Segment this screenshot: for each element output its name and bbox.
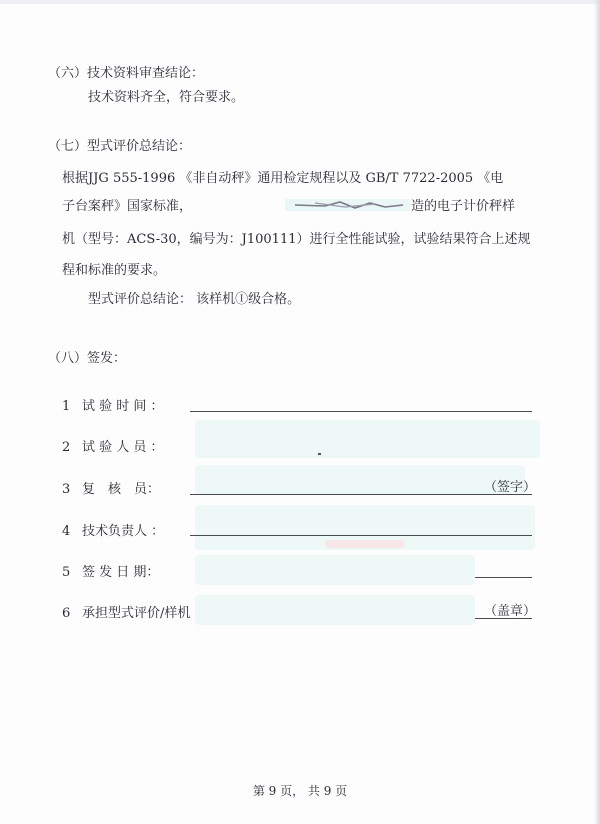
scan-edge-top — [0, 0, 600, 4]
sign-row-4-num: 4 — [62, 524, 71, 539]
section6-body: 技术资料齐全，符合要求。 — [88, 90, 245, 105]
section6-heading: （六）技术资料审查结论： — [48, 66, 205, 81]
section7-line4: 程和标准的要求。 — [62, 263, 167, 278]
redaction-scribble — [285, 197, 415, 213]
sign-row-4-line — [190, 535, 532, 536]
section8-heading: （八）签发： — [48, 351, 127, 366]
sign-row-6-label: 承担型式评价/样机 — [82, 606, 191, 621]
sign-row-2-num: 2 — [62, 440, 71, 455]
sign-row-5-num: 5 — [62, 565, 71, 580]
section7-line3: 机（型号：ACS-30，编号为：J100111）进行全性能试验，试验结果符合上述规 — [62, 232, 531, 247]
section7-heading: （七）型式评价总结论： — [48, 139, 192, 154]
sign-row-3-redaction — [195, 465, 525, 495]
sign-row-6-suffix: （盖章） — [484, 604, 537, 619]
sign-row-6-num: 6 — [62, 606, 71, 621]
scan-edge-right — [594, 0, 600, 824]
section7-line2b: 造的电子计价秤样 — [411, 199, 516, 214]
page-number-footer: 第 9 页， 共 9 页 — [252, 784, 348, 798]
section7-line1: 根据JJG 555-1996 《非自动秤》通用检定规程以及 GB/T 7722-2005 《电 — [62, 171, 504, 186]
section7-conclusion: 型式评价总结论： 该样机Ⓘ级合格。 — [88, 292, 301, 307]
sign-row-3-suffix: （签字） — [484, 480, 537, 495]
sign-row-5-label: 签 发 日 期： — [82, 565, 160, 580]
sign-row-1-num: 1 — [62, 399, 71, 414]
sign-row-5-redaction — [195, 555, 475, 585]
ink-dot — [318, 453, 321, 455]
sign-row-1-line — [190, 411, 532, 412]
sign-row-2-redaction — [195, 420, 540, 458]
sign-row-3-num: 3 — [62, 482, 71, 497]
sign-row-4-label: 技术负责人 ： — [82, 524, 165, 539]
sign-row-2-label: 试 验 人 员 ： — [82, 440, 164, 455]
sign-row-1-label: 试 验 时 间 ： — [82, 399, 164, 414]
sign-row-6-redaction — [195, 595, 475, 625]
sign-row-5-line — [475, 577, 532, 578]
stamp-trace — [325, 540, 405, 548]
section7-line2a: 子台案秤》国家标准， — [62, 199, 193, 214]
sign-row-3-label: 复 核 员： — [82, 482, 161, 497]
sign-row-3-line — [190, 494, 532, 495]
